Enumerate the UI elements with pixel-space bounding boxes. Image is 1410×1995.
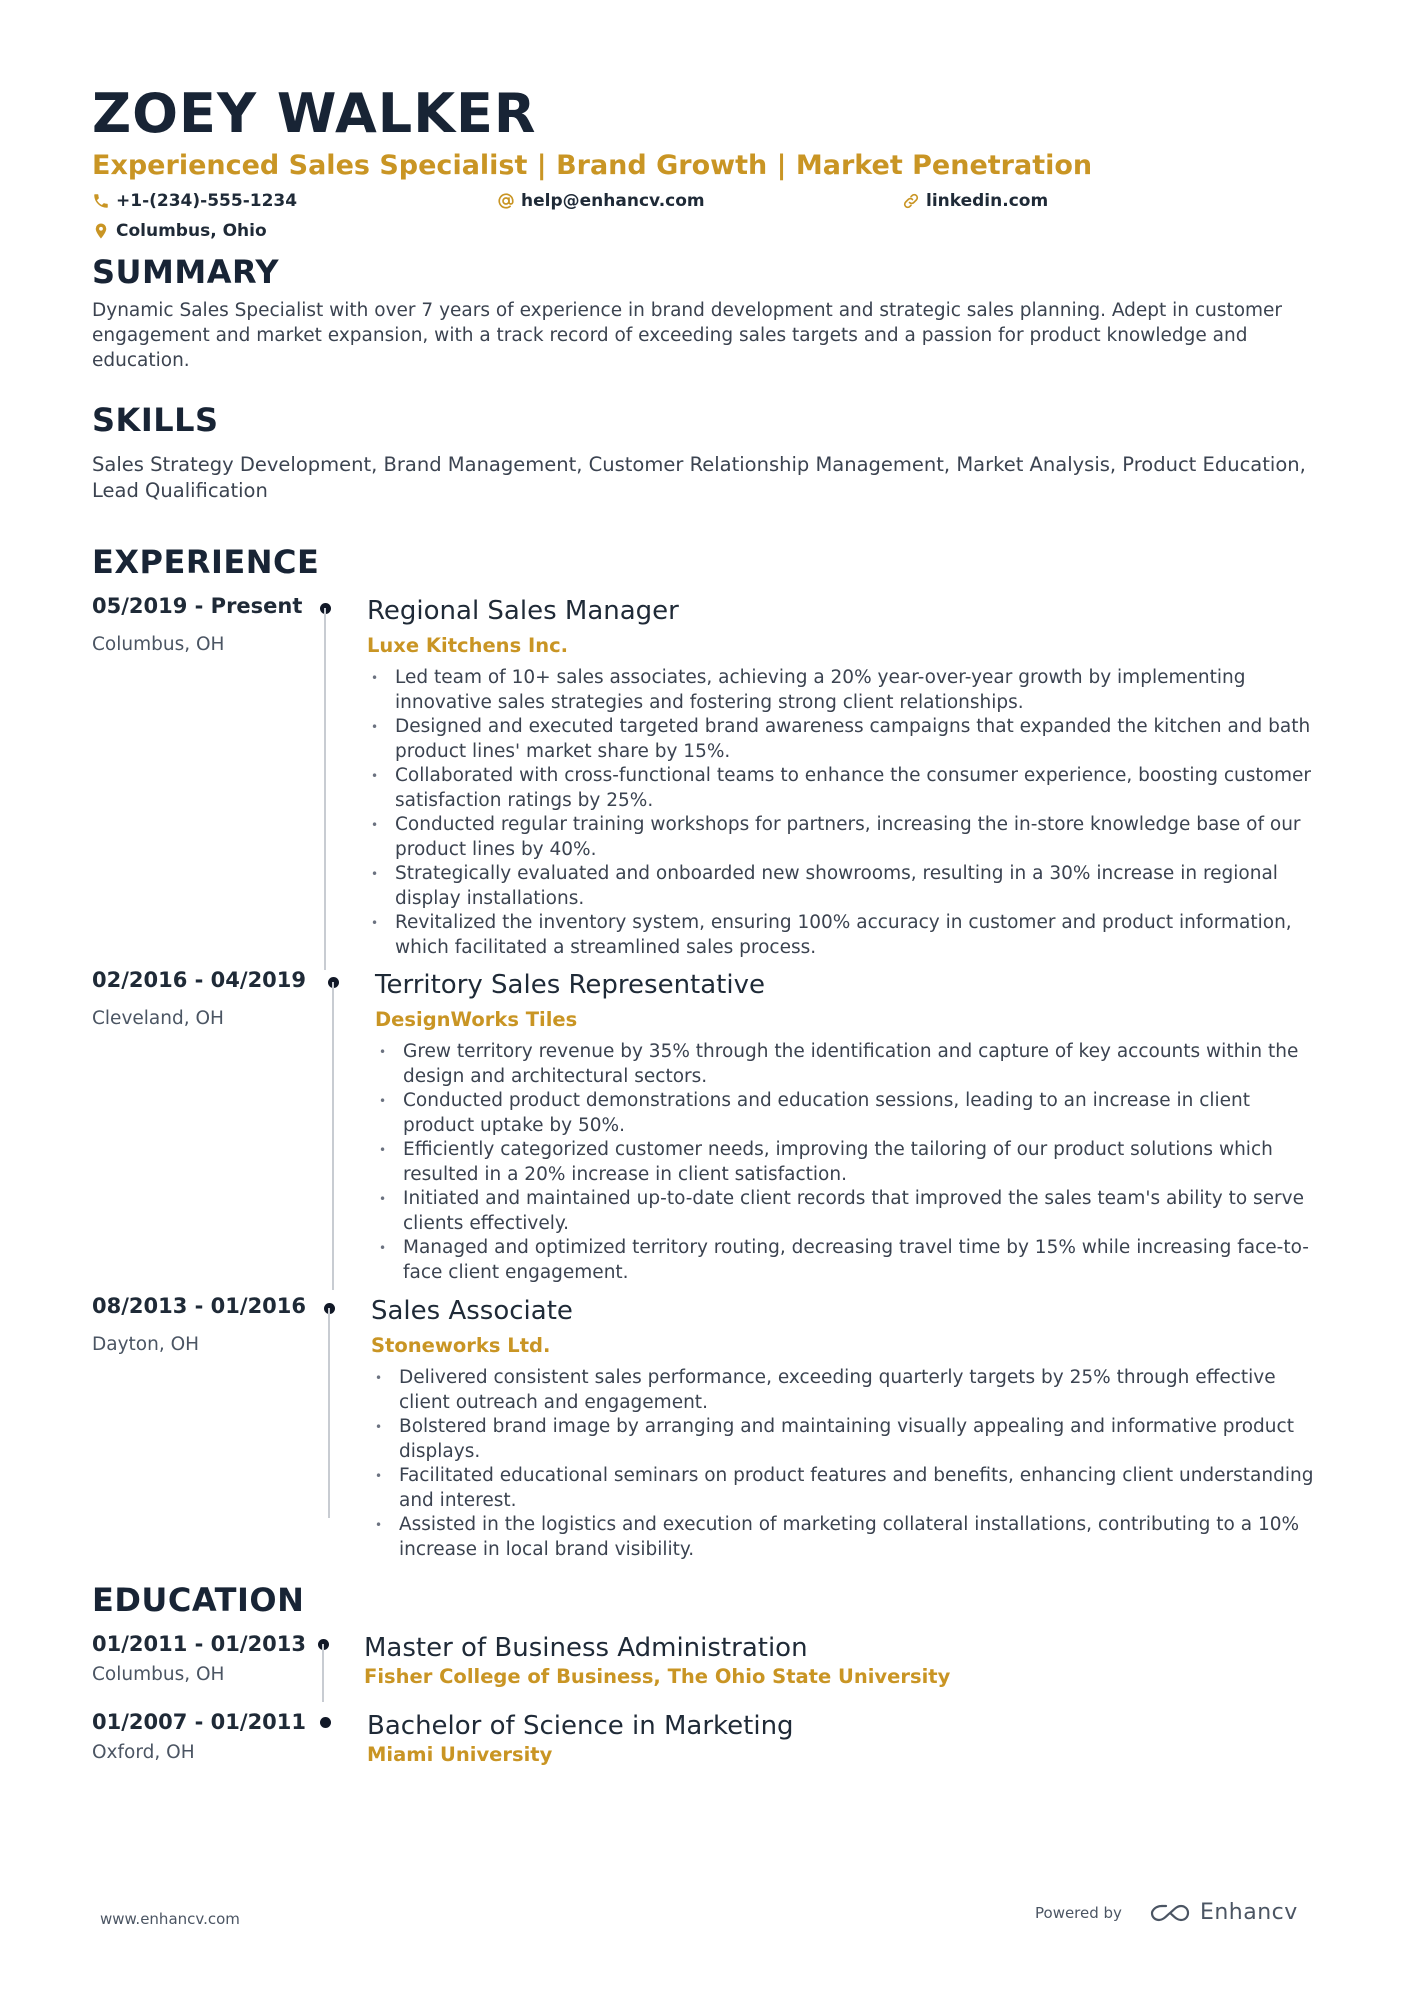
- school-name: Miami University: [367, 1743, 553, 1766]
- job-title: Territory Sales Representative: [375, 970, 765, 1000]
- achievement-item: • Grew territory revenue by 35% through the identification and capture of key accounts within the design and architectural sectors.: [375, 1040, 1327, 1089]
- education-title: EDUCATION: [92, 1581, 305, 1619]
- phone-text[interactable]: +1-(234)-555-1234: [116, 191, 298, 211]
- degree-title: Bachelor of Science in Marketing: [367, 1711, 794, 1741]
- education-location: Oxford, OH: [92, 1742, 195, 1763]
- contact-phone: [92, 191, 497, 211]
- contact-linkedin: [902, 191, 1048, 211]
- achievement-item: • Conducted product demonstrations and education sessions, leading to an increase in client product uptake by 50%.: [375, 1089, 1327, 1138]
- resume-page: [92, 80, 1332, 1766]
- skills-title: SKILLS: [92, 401, 219, 439]
- email-text[interactable]: help@enhancv.com: [521, 191, 705, 211]
- candidate-name: ZOEY WALKER: [92, 82, 537, 145]
- skills-text: Sales Strategy Development, Brand Management, Customer Relationship Management, Market Analysis, Product Education, Lead Qualification: [92, 453, 1306, 502]
- summary-text: Dynamic Sales Specialist with over 7 years of experience in brand development and strategic sales planning. Adept in customer engagement and market expansion, with a track record of exceeding sales targets and a passion for product knowledge and education.: [92, 300, 1283, 371]
- achievement-item: • Led team of 10+ sales associates, achieving a 20% year-over-year growth by implementing innovative sales strategies and fostering strong client relationships.: [367, 666, 1327, 715]
- skills-section: [92, 400, 1332, 504]
- achievement-item: • Facilitated educational seminars on product features and benefits, enhancing client understanding and interest.: [371, 1464, 1327, 1513]
- school-name: Fisher College of Business, The Ohio State University: [364, 1665, 951, 1688]
- experience-location: Columbus, OH: [92, 634, 225, 655]
- education-dates: 01/2011 - 01/2013: [92, 1632, 307, 1656]
- achievement-item: • Designed and executed targeted brand awareness campaigns that expanded the kitchen and bath product lines' market share by 15%.: [367, 715, 1327, 764]
- contact-email: [497, 191, 902, 211]
- experience-dates: 08/2013 - 01/2016: [92, 1294, 307, 1318]
- education-section: [92, 1580, 1332, 1766]
- achievement-item: • Strategically evaluated and onboarded new showrooms, resulting in a 30% increase in regional display installations.: [367, 862, 1327, 911]
- summary-title: SUMMARY: [92, 253, 280, 291]
- job-title: Regional Sales Manager: [367, 596, 679, 626]
- timeline-line: [332, 982, 334, 1290]
- powered-by-text: Powered by: [1035, 1903, 1122, 1922]
- education-details: [367, 1710, 1327, 1768]
- experience-dates: 02/2016 - 04/2019: [92, 968, 307, 992]
- degree-title: Master of Business Administration: [364, 1633, 808, 1663]
- summary-section: [92, 252, 1332, 373]
- experience-details: [367, 594, 1327, 960]
- achievement-list: [367, 666, 1327, 960]
- brand-name: Enhancv: [1199, 1900, 1298, 1925]
- achievement-item: • Collaborated with cross-functional teams to enhance the consumer experience, boosting customer satisfaction ratings by 25%.: [367, 764, 1327, 813]
- timeline-line: [324, 608, 326, 970]
- timeline-line: [322, 1644, 324, 1702]
- education-dates: 01/2007 - 01/2011: [92, 1710, 307, 1734]
- timeline-line: [328, 1308, 330, 1518]
- phone-icon: [92, 192, 110, 210]
- education-details: [364, 1632, 1324, 1690]
- achievement-item: • Bolstered brand image by arranging and maintaining visually appealing and informative product displays.: [371, 1415, 1327, 1464]
- footer-branding: [1035, 1900, 1298, 1925]
- headline: Experienced Sales Specialist | Brand Growth | Market Penetration: [92, 150, 1093, 181]
- enhancv-logo[interactable]: [1148, 1900, 1298, 1925]
- link-icon: [902, 192, 920, 210]
- achievement-item: • Initiated and maintained up-to-date client records that improved the sales team's ability to serve clients effectively.: [375, 1187, 1327, 1236]
- achievement-list: [375, 1040, 1327, 1285]
- achievement-item: • Efficiently categorized customer needs, improving the tailoring of our product solutions which resulted in a 20% increase in client satisfaction.: [375, 1138, 1327, 1187]
- experience-dates: 05/2019 - Present: [92, 594, 303, 618]
- achievement-item: • Delivered consistent sales performance, exceeding quarterly targets by 25% through effective client outreach and engagement.: [371, 1366, 1327, 1415]
- location-text: Columbus, Ohio: [116, 221, 267, 241]
- experience-location: Dayton, OH: [92, 1334, 200, 1355]
- contact-location: [92, 221, 267, 241]
- experience-details: [371, 1294, 1327, 1562]
- contact-row: [92, 188, 1332, 214]
- education-location: Columbus, OH: [92, 1664, 225, 1685]
- job-title: Sales Associate: [371, 1296, 573, 1326]
- achievement-item: • Conducted regular training workshops for partners, increasing the in-store knowledge base of our product lines by 40%.: [367, 813, 1327, 862]
- company-name: Stoneworks Ltd.: [371, 1334, 551, 1357]
- achievement-item: • Revitalized the inventory system, ensuring 100% accuracy in customer and product information, which facilitated a streamlined sales process.: [367, 911, 1327, 960]
- experience-section: [92, 542, 1332, 1560]
- achievement-item: • Assisted in the logistics and execution of marketing collateral installations, contributing to a 10% increase in local brand visibility.: [371, 1513, 1327, 1562]
- experience-location: Cleveland, OH: [92, 1008, 224, 1029]
- timeline-dot: [320, 1717, 331, 1728]
- enhancv-logo-icon: [1148, 1902, 1192, 1924]
- company-name: DesignWorks Tiles: [375, 1008, 578, 1031]
- achievement-item: • Managed and optimized territory routing, decreasing travel time by 15% while increasing face-to-face client engagement.: [375, 1236, 1327, 1285]
- experience-details: [375, 968, 1327, 1285]
- map-pin-icon: [92, 222, 110, 240]
- linkedin-text[interactable]: linkedin.com: [926, 191, 1049, 211]
- footer-website[interactable]: www.enhancv.com: [100, 1910, 240, 1928]
- company-name: Luxe Kitchens Inc.: [367, 634, 569, 657]
- contact-row-2: [92, 218, 1332, 244]
- experience-title: EXPERIENCE: [92, 543, 320, 581]
- achievement-list: [371, 1366, 1327, 1562]
- at-icon: [497, 192, 515, 210]
